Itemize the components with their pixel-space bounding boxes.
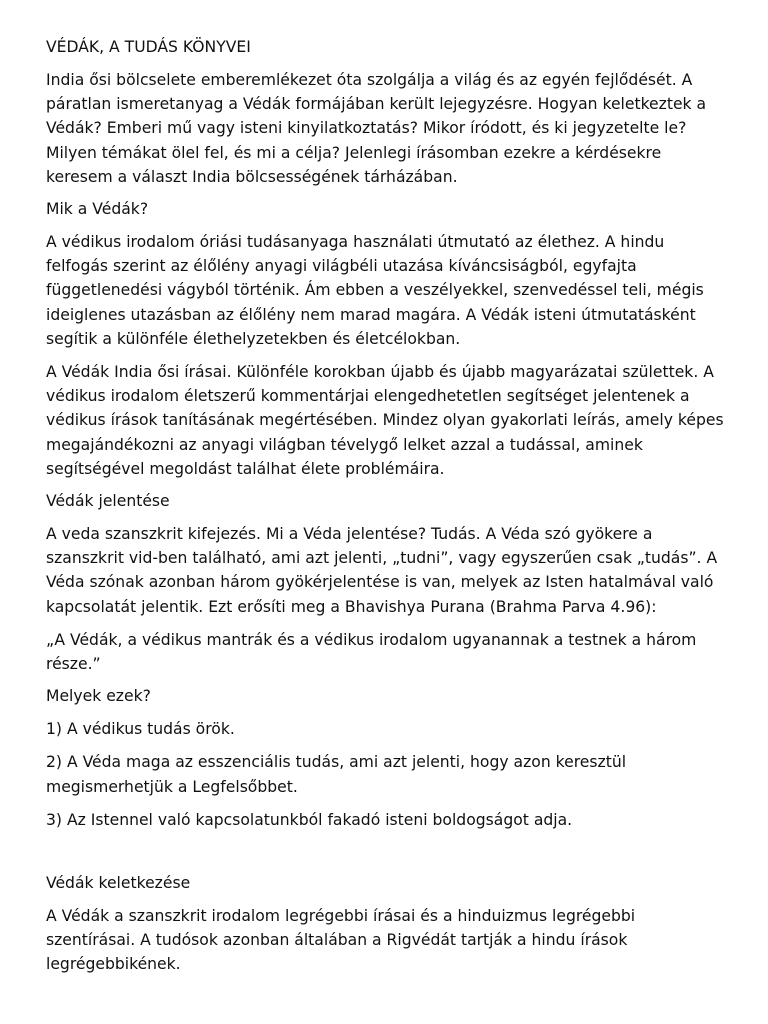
section2-quote: „A Védák, a védikus mantrák és a védikus irodalom ugyanannak a testnek a három része.” bbox=[46, 630, 697, 674]
section-heading-vedak-keletkezese: Védák keletkezése bbox=[46, 874, 191, 893]
section1-paragraph-2: A Védák India ősi írásai. Különféle korokban újabb és újabb magyarázatai születtek. A védikus irodalom életszerű kommentárjai elengedhetetlen segítséget jelentenek a védikus írások tanításának megértésében. Mindez olyan gyakorlati leírás, amely képes megajándékozni az anyagi világban tévelygő lelket azzal a tudással, aminek segítségével megoldást találhat élete problémáira. bbox=[46, 363, 724, 478]
section-spacer bbox=[46, 841, 726, 872]
document-page bbox=[46, 36, 726, 986]
section2-question: Melyek ezek? bbox=[46, 687, 151, 706]
section2-paragraph-1: A veda szanszkrit kifejezés. Mi a Véda jelentése? Tudás. A Véda szó gyökere a szanszkrit vid-ben található, ami azt jelenti, „tudni”, vagy egyszerűen csak „tudás”. A Véda szónak azonban három gyökérjelentése is van, melyek az Isten hatalmával való kapcsolatát jelentik. Ezt erősíti meg a Bhavishya Purana (Brahma Parva 4.96): bbox=[46, 525, 718, 616]
section-heading-mik-a-vedak: Mik a Védák? bbox=[46, 200, 149, 219]
section3-paragraph-1: A Védák a szanszkrit irodalom legrégebbi írásai és a hinduizmus legrégebbi szentírásai. A tudósok azonban általában a Rigvédát tartják a hindu írások legrégebbikének. bbox=[46, 907, 636, 974]
section1-paragraph-1: A védikus irodalom óriási tudásanyaga használati útmutató az élethez. A hindu felfogás szerint az élőlény anyagi világbéli utazása kíváncsiságból, egyfajta függetlenedési vágyból történik. Ám ebben a veszélyekkel, szenvedéssel teli, mégis ideiglenes utazásban az élőlény nem marad magára. A Védák isteni útmutatásként segítik a különféle élethelyzetekben és életcélokban. bbox=[46, 233, 704, 348]
section-heading-vedak-jelentese: Védák jelentése bbox=[46, 492, 170, 511]
list-item: 2) A Véda maga az esszenciális tudás, ami azt jelenti, hogy azon keresztül megismerhetjük a Legfelsőbbet. bbox=[46, 753, 627, 796]
document-title: VÉDÁK, A TUDÁS KÖNYVEI bbox=[46, 38, 251, 56]
intro-paragraph: India ősi bölcselete emberemlékezet óta szolgálja a világ és az egyén fejlődését. A páratlan ismeretanyag a Védák formájában került lejegyzésre. Hogyan keletkeztek a Védák? Emberi mű vagy isteni kinyilatkoztatás? Mikor íródott, és ki jegyzetelte le? Milyen témákat ölel fel, és mi a célja? Jelenlegi írásomban ezekre a kérdésekre keresem a választ India bölcsességének tárházában. bbox=[46, 71, 707, 186]
list-item: 3) Az Istennel való kapcsolatunkból fakadó isteni boldogságot adja. bbox=[46, 810, 573, 829]
list-item: 1) A védikus tudás örök. bbox=[46, 720, 235, 739]
